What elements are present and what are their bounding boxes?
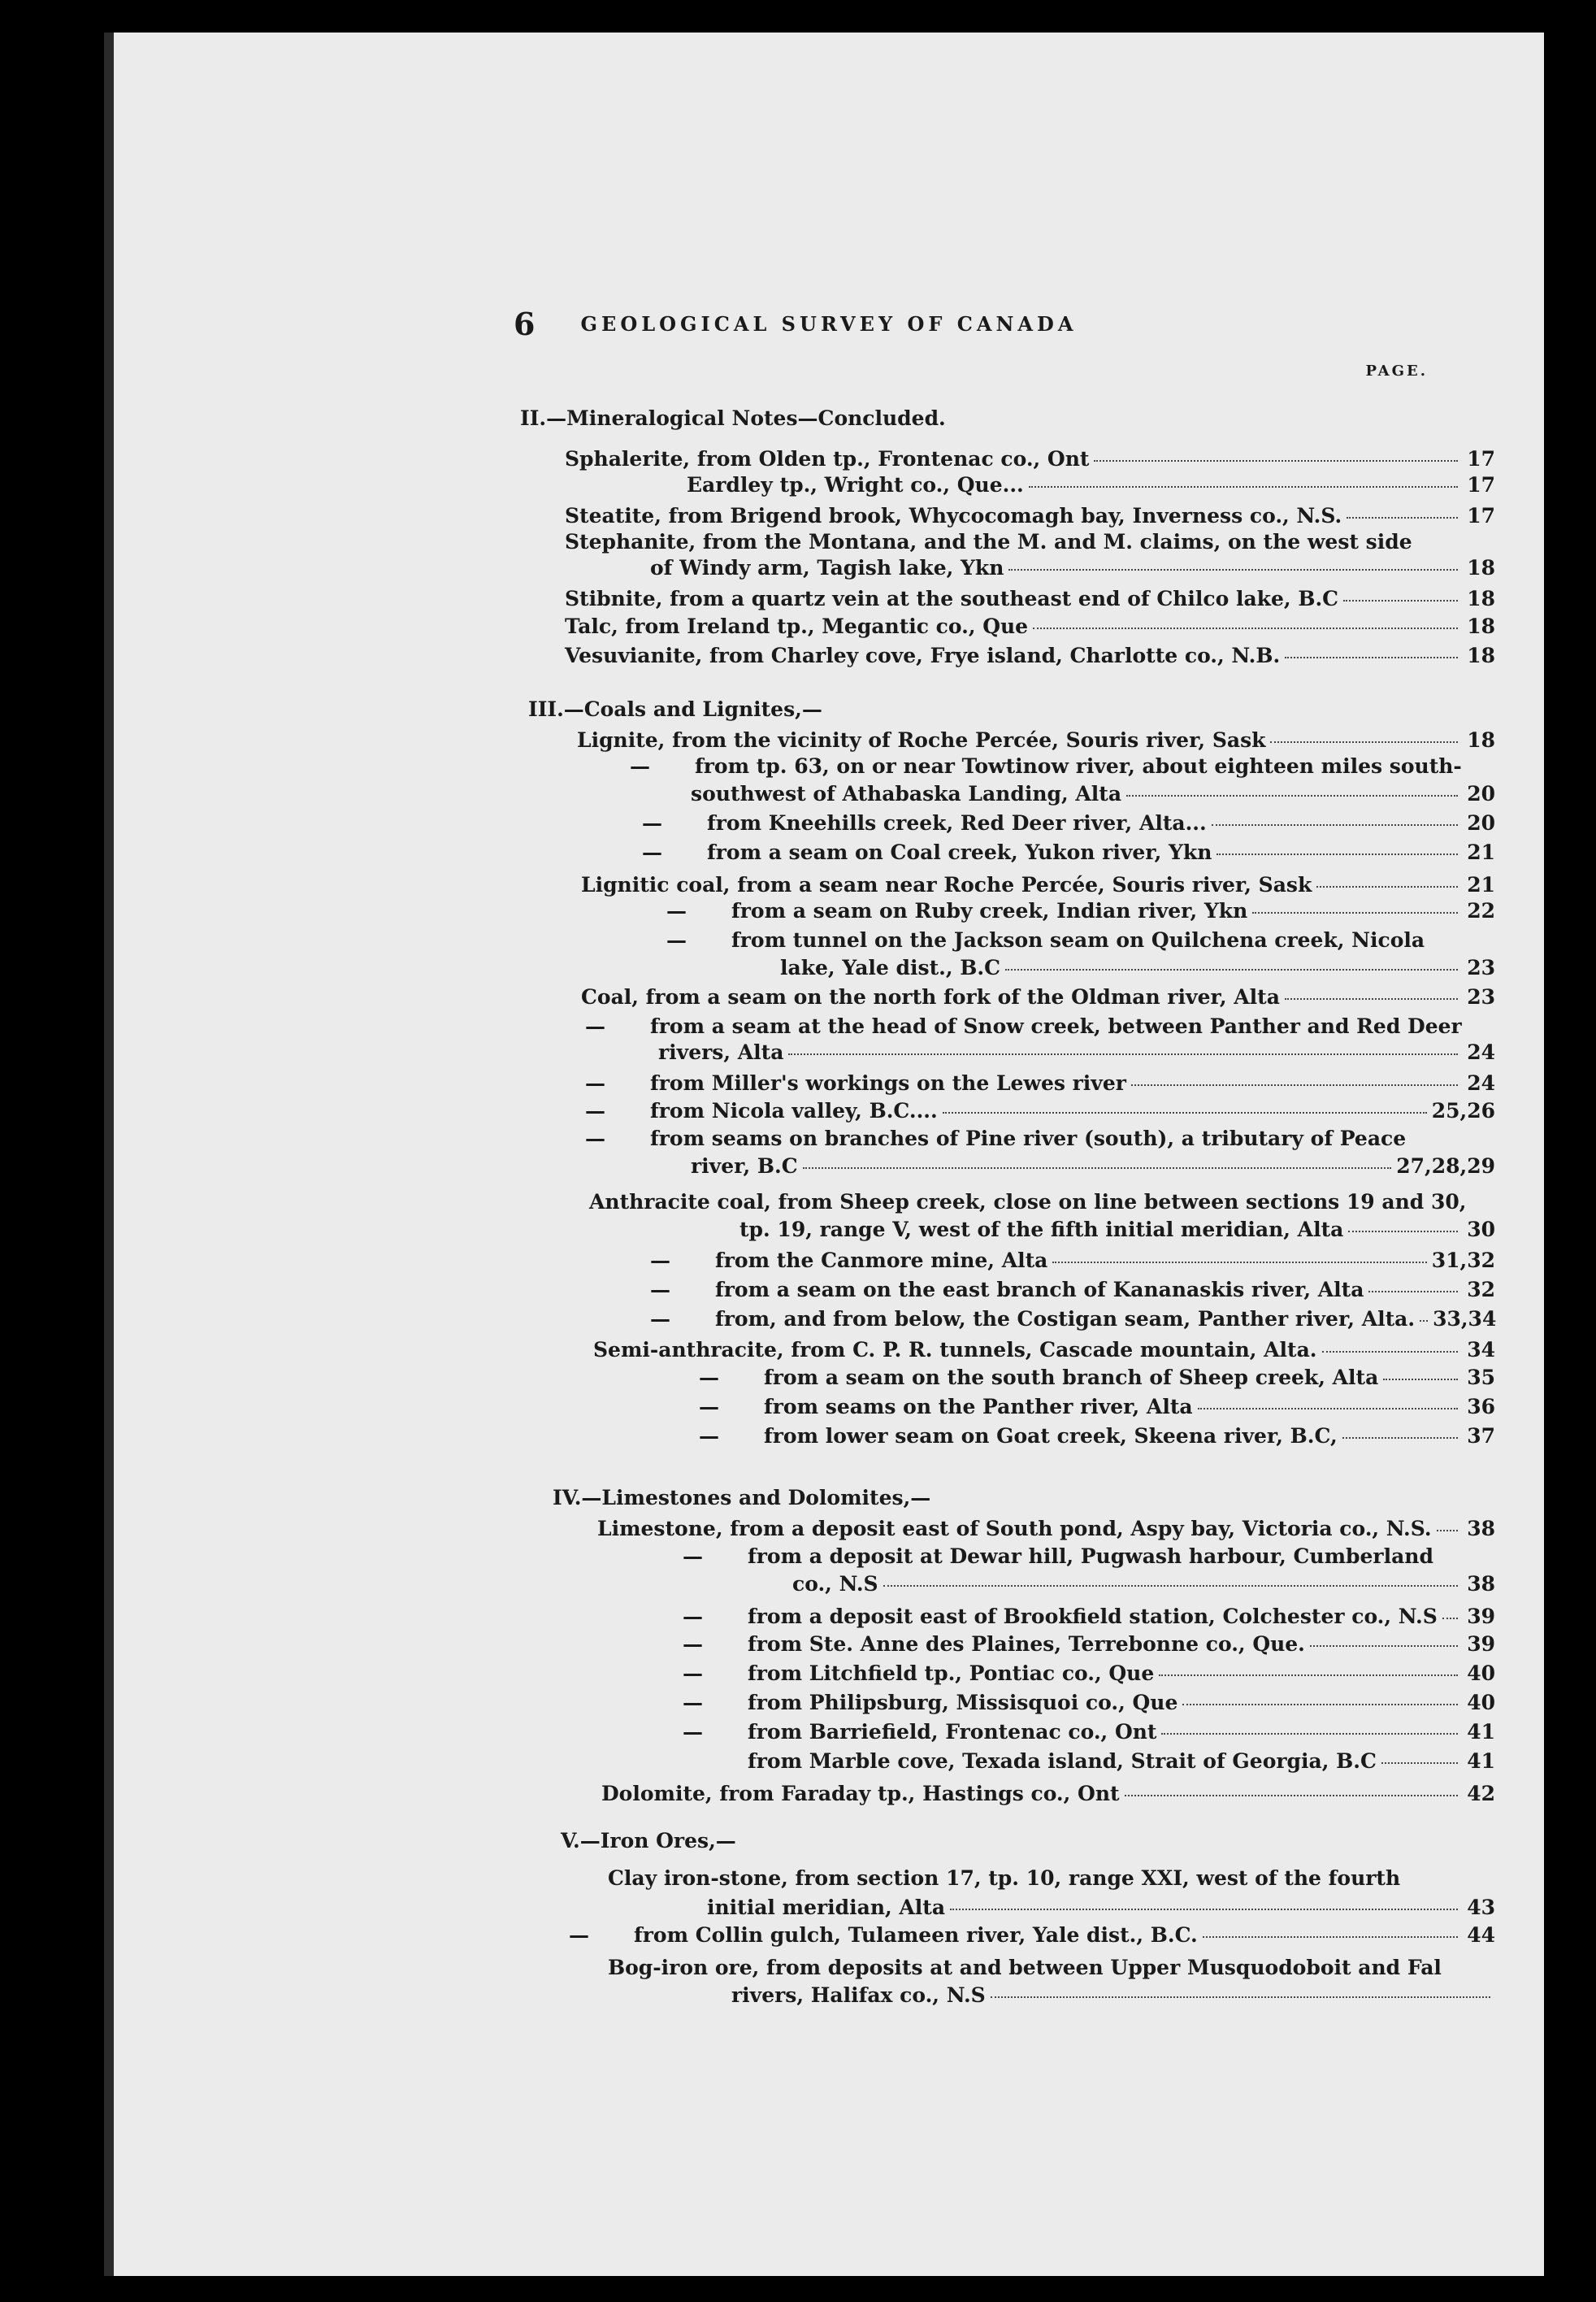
- leader-dots: [950, 1909, 1458, 1910]
- ditto-dash: —: [585, 1099, 605, 1123]
- page-reference: 18: [1467, 556, 1495, 580]
- entry-text: Talc, from Ireland tp., Megantic co., Que: [565, 615, 1029, 638]
- ditto-dash: —: [683, 1720, 703, 1744]
- ditto-dash: —: [569, 1923, 589, 1947]
- page-reference: 42: [1467, 1782, 1495, 1805]
- ditto-dash: —: [699, 1395, 719, 1418]
- index-entry: [650, 556, 1495, 580]
- page-reference: 33,34: [1433, 1307, 1497, 1331]
- index-entry: [650, 1127, 1495, 1151]
- leader-dots: [1094, 460, 1458, 462]
- index-entry: [650, 1071, 1495, 1096]
- leader-dots: [1285, 657, 1458, 658]
- ditto-dash: —: [650, 1307, 670, 1331]
- entry-text: rivers, Halifax co., N.S: [731, 1983, 986, 2007]
- page-reference: 38: [1467, 1517, 1495, 1540]
- index-entry: [695, 754, 1495, 779]
- ditto-dash: —: [683, 1661, 703, 1685]
- index-entry: [601, 1782, 1495, 1806]
- index-entry: [715, 1278, 1495, 1302]
- entry-text: Sphalerite, from Olden tp., Frontenac co., Ont: [565, 447, 1090, 471]
- leader-dots: [1316, 886, 1458, 888]
- index-entry: [691, 1154, 1495, 1179]
- ditto-dash: —: [683, 1605, 703, 1628]
- page-reference: 38: [1467, 1572, 1495, 1596]
- index-entry: [597, 1517, 1495, 1541]
- index-entry: [764, 1424, 1495, 1449]
- leader-dots: [1437, 1530, 1458, 1531]
- page-column-label: PAGE.: [1365, 363, 1428, 380]
- entry-text: Lignite, from the vicinity of Roche Percée, Souris river, Sask: [577, 728, 1266, 752]
- entry-text: river, B.C: [691, 1154, 798, 1178]
- leader-dots: [1368, 1291, 1458, 1292]
- leader-dots: [1005, 969, 1458, 971]
- index-entry: [715, 1307, 1495, 1331]
- index-entry: [731, 899, 1495, 923]
- index-entry: [748, 1720, 1495, 1744]
- ditto-dash: —: [642, 840, 662, 864]
- page-reference: 41: [1467, 1749, 1495, 1773]
- leader-dots: [1033, 628, 1458, 629]
- entry-text: lake, Yale dist., B.C: [780, 956, 1000, 979]
- section-heading: V.—Iron Ores,—: [561, 1829, 736, 1852]
- index-entry: [707, 840, 1495, 865]
- page-reference: 17: [1467, 504, 1495, 528]
- entry-text: rivers, Alta: [658, 1040, 784, 1064]
- index-entry: [565, 587, 1495, 611]
- ditto-dash: —: [585, 1014, 605, 1038]
- leader-dots: [1198, 1408, 1458, 1409]
- page-reference: 18: [1467, 615, 1495, 638]
- entry-text: from Nicola valley, B.C....: [650, 1099, 938, 1123]
- leader-dots: [1052, 1262, 1426, 1263]
- index-entry: [589, 1190, 1495, 1214]
- leader-dots: [1029, 486, 1458, 488]
- page-reference: 20: [1467, 782, 1495, 806]
- page-reference: 34: [1467, 1338, 1495, 1362]
- entry-text: from seams on branches of Pine river (south), a tributary of Peace: [650, 1127, 1407, 1150]
- ditto-dash: —: [585, 1127, 605, 1150]
- leader-dots: [1182, 1704, 1458, 1705]
- leader-dots: [1203, 1936, 1458, 1938]
- index-entry: [658, 1040, 1495, 1065]
- entry-text: from the Canmore mine, Alta: [715, 1249, 1048, 1272]
- page-number: 6: [514, 306, 536, 342]
- entry-text: Bog-iron ore, from deposits at and between Upper Musquodoboit and Fal: [608, 1956, 1442, 1979]
- page-reference: 23: [1467, 956, 1495, 979]
- index-entry: [792, 1572, 1495, 1596]
- page-reference: 41: [1467, 1720, 1495, 1744]
- index-entry: [565, 530, 1495, 554]
- index-entry: [608, 1866, 1495, 1891]
- leader-dots: [1125, 1795, 1458, 1796]
- entry-text: Eardley tp., Wright co., Que...: [687, 473, 1024, 497]
- entry-text: from Miller's workings on the Lewes river: [650, 1071, 1126, 1095]
- leader-dots: [1342, 1437, 1458, 1439]
- leader-dots: [1343, 600, 1458, 602]
- leader-dots: [1420, 1320, 1428, 1322]
- entry-text: Stibnite, from a quartz vein at the southeast end of Chilco lake, B.C: [565, 587, 1339, 610]
- entry-text: from tunnel on the Jackson seam on Quilchena creek, Nicola: [731, 928, 1425, 952]
- leader-dots: [1008, 569, 1458, 571]
- page-reference: 35: [1467, 1366, 1495, 1389]
- index-entry: [634, 1923, 1495, 1948]
- page-reference: 44: [1467, 1923, 1495, 1947]
- leader-dots: [1270, 741, 1458, 743]
- entry-text: Coal, from a seam on the north fork of the Oldman river, Alta: [581, 985, 1280, 1009]
- page-reference: 25,26: [1431, 1099, 1495, 1123]
- entry-text: from lower seam on Goat creek, Skeena river, B.C,: [764, 1424, 1338, 1448]
- entry-text: from, and from below, the Costigan seam, Panther river, Alta.: [715, 1307, 1416, 1331]
- page-reference: 17: [1467, 447, 1495, 471]
- entry-text: initial meridian, Alta: [707, 1896, 946, 1919]
- index-entry: [731, 928, 1495, 953]
- index-entry: [593, 1338, 1495, 1362]
- index-entry: [715, 1249, 1495, 1273]
- page-reference: 18: [1467, 587, 1495, 610]
- entry-text: from Marble cove, Texada island, Strait of Georgia, B.C: [748, 1749, 1377, 1773]
- leader-dots: [1212, 824, 1458, 826]
- entry-text: from Philipsburg, Missisquoi co., Que: [748, 1691, 1178, 1714]
- page-reference: 43: [1467, 1896, 1495, 1919]
- entry-text: tp. 19, range V, west of the fifth initial meridian, Alta: [739, 1218, 1344, 1241]
- index-entry: [565, 615, 1495, 639]
- leader-dots: [1310, 1645, 1458, 1647]
- page-reference: 40: [1467, 1691, 1495, 1714]
- leader-dots: [1126, 795, 1458, 797]
- index-entry: [650, 1014, 1495, 1039]
- entry-text: Steatite, from Brigend brook, Whycocomagh bay, Inverness co., N.S.: [565, 504, 1342, 528]
- page-reference: 32: [1467, 1278, 1495, 1301]
- ditto-dash: —: [699, 1366, 719, 1389]
- leader-dots: [991, 1996, 1490, 1998]
- index-entry: [565, 644, 1495, 668]
- index-entry: [780, 956, 1495, 980]
- entry-text: Lignitic coal, from a seam near Roche Percée, Souris river, Sask: [581, 873, 1312, 897]
- page-fold: [104, 33, 114, 2276]
- index-entry: [581, 873, 1495, 897]
- ditto-dash: —: [683, 1544, 703, 1568]
- entry-text: from a seam on Coal creek, Yukon river, Ykn: [707, 840, 1212, 864]
- page-reference: 39: [1467, 1632, 1495, 1656]
- index-entry: [565, 447, 1495, 471]
- entry-text: from Barriefield, Frontenac co., Ont: [748, 1720, 1157, 1744]
- entry-text: Clay iron-stone, from section 17, tp. 10, range XXI, west of the fourth: [608, 1866, 1401, 1890]
- ditto-dash: —: [642, 811, 662, 835]
- index-entry: [748, 1691, 1495, 1715]
- leader-dots: [1442, 1618, 1458, 1619]
- index-entry: [748, 1661, 1495, 1686]
- page-reference: 39: [1467, 1605, 1495, 1628]
- entry-text: from a seam on the east branch of Kananaskis river, Alta: [715, 1278, 1364, 1301]
- entry-text: co., N.S: [792, 1572, 878, 1596]
- entry-text: southwest of Athabaska Landing, Alta: [691, 782, 1122, 806]
- index-content: [114, 33, 1544, 2276]
- leader-dots: [1381, 1762, 1458, 1764]
- leader-dots: [1131, 1084, 1458, 1086]
- index-entry: [748, 1632, 1495, 1657]
- leader-dots: [1383, 1379, 1458, 1380]
- page-reference: 18: [1467, 644, 1495, 667]
- section-heading: II.—Mineralogical Notes—Concluded.: [520, 406, 946, 430]
- leader-dots: [1161, 1733, 1458, 1735]
- entry-text: Stephanite, from the Montana, and the M. and M. claims, on the west side: [565, 530, 1412, 554]
- ditto-dash: —: [683, 1691, 703, 1714]
- entry-text: from Ste. Anne des Plaines, Terrebonne co., Que.: [748, 1632, 1305, 1656]
- leader-dots: [788, 1053, 1458, 1055]
- page-reference: 22: [1467, 899, 1495, 923]
- index-entry: [581, 985, 1495, 1010]
- ditto-dash: —: [630, 754, 650, 778]
- index-entry: [650, 1099, 1495, 1123]
- page-reference: 40: [1467, 1661, 1495, 1685]
- leader-dots: [883, 1585, 1458, 1587]
- entry-text: of Windy arm, Tagish lake, Ykn: [650, 556, 1004, 580]
- entry-text: Dolomite, from Faraday tp., Hastings co., Ont: [601, 1782, 1120, 1805]
- index-entry: [608, 1956, 1495, 1980]
- page-reference: 24: [1467, 1040, 1495, 1064]
- index-entry: [707, 1896, 1495, 1920]
- entry-text: from a deposit east of Brookfield station, Colchester co., N.S: [748, 1605, 1438, 1628]
- index-entry: [748, 1605, 1495, 1629]
- ditto-dash: —: [585, 1071, 605, 1095]
- index-entry: [764, 1395, 1495, 1419]
- leader-dots: [1348, 1231, 1458, 1232]
- leader-dots: [1252, 912, 1458, 914]
- entry-text: Anthracite coal, from Sheep creek, close on line between sections 19 and 30,: [589, 1190, 1467, 1214]
- entry-text: Vesuvianite, from Charley cove, Frye island, Charlotte co., N.B.: [565, 644, 1281, 667]
- page-reference: 27,28,29: [1396, 1154, 1495, 1178]
- running-head: GEOLOGICAL SURVEY OF CANADA: [580, 312, 1078, 336]
- entry-text: from a seam at the head of Snow creek, between Panther and Red Deer: [650, 1014, 1462, 1038]
- page-reference: 21: [1467, 873, 1495, 897]
- entry-text: from Litchfield tp., Pontiac co., Que: [748, 1661, 1155, 1685]
- ditto-dash: —: [683, 1632, 703, 1656]
- entry-text: from Collin gulch, Tulameen river, Yale dist., B.C.: [634, 1923, 1198, 1947]
- entry-text: from Kneehills creek, Red Deer river, Alta...: [707, 811, 1207, 835]
- leader-dots: [943, 1112, 1427, 1114]
- ditto-dash: —: [699, 1424, 719, 1448]
- leader-dots: [1285, 998, 1458, 1000]
- page-reference: 36: [1467, 1395, 1495, 1418]
- entry-text: from a seam on Ruby creek, Indian river, Ykn: [731, 899, 1248, 923]
- entry-text: from tp. 63, on or near Towtinow river, about eighteen miles south-: [695, 754, 1462, 778]
- index-entry: [764, 1366, 1495, 1390]
- page-reference: 18: [1467, 728, 1495, 752]
- section-heading: IV.—Limestones and Dolomites,—: [553, 1486, 931, 1509]
- index-entry: [731, 1983, 1495, 2008]
- page-reference: 37: [1467, 1424, 1495, 1448]
- index-entry: [748, 1544, 1495, 1569]
- leader-dots: [1159, 1674, 1458, 1676]
- entry-text: Semi-anthracite, from C. P. R. tunnels, Cascade mountain, Alta.: [593, 1338, 1317, 1362]
- page-reference: 30: [1467, 1218, 1495, 1241]
- entry-text: from a seam on the south branch of Sheep creek, Alta: [764, 1366, 1379, 1389]
- leader-dots: [1322, 1351, 1458, 1353]
- ditto-dash: —: [650, 1278, 670, 1301]
- page-reference: 23: [1467, 985, 1495, 1009]
- page-reference: 24: [1467, 1071, 1495, 1095]
- index-entry: [687, 473, 1495, 497]
- page-reference: 21: [1467, 840, 1495, 864]
- ditto-dash: —: [666, 899, 687, 923]
- index-entry: [748, 1749, 1495, 1774]
- ditto-dash: —: [666, 928, 687, 952]
- page-reference: 31,32: [1431, 1249, 1495, 1272]
- index-entry: [707, 811, 1495, 836]
- entry-text: from a deposit at Dewar hill, Pugwash harbour, Cumberland: [748, 1544, 1433, 1568]
- page-reference: 17: [1467, 473, 1495, 497]
- scanned-page: [114, 33, 1544, 2276]
- leader-dots: [1347, 517, 1458, 519]
- entry-text: Limestone, from a deposit east of South pond, Aspy bay, Victoria co., N.S.: [597, 1517, 1432, 1540]
- index-entry: [565, 504, 1495, 528]
- section-heading: III.—Coals and Lignites,—: [528, 697, 822, 721]
- index-entry: [739, 1218, 1495, 1242]
- leader-dots: [803, 1167, 1392, 1169]
- ditto-dash: —: [650, 1249, 670, 1272]
- index-entry: [577, 728, 1495, 753]
- index-entry: [691, 782, 1495, 806]
- page-edge: [1544, 33, 1596, 2276]
- leader-dots: [1217, 853, 1458, 855]
- entry-text: from seams on the Panther river, Alta: [764, 1395, 1193, 1418]
- page-reference: 20: [1467, 811, 1495, 835]
